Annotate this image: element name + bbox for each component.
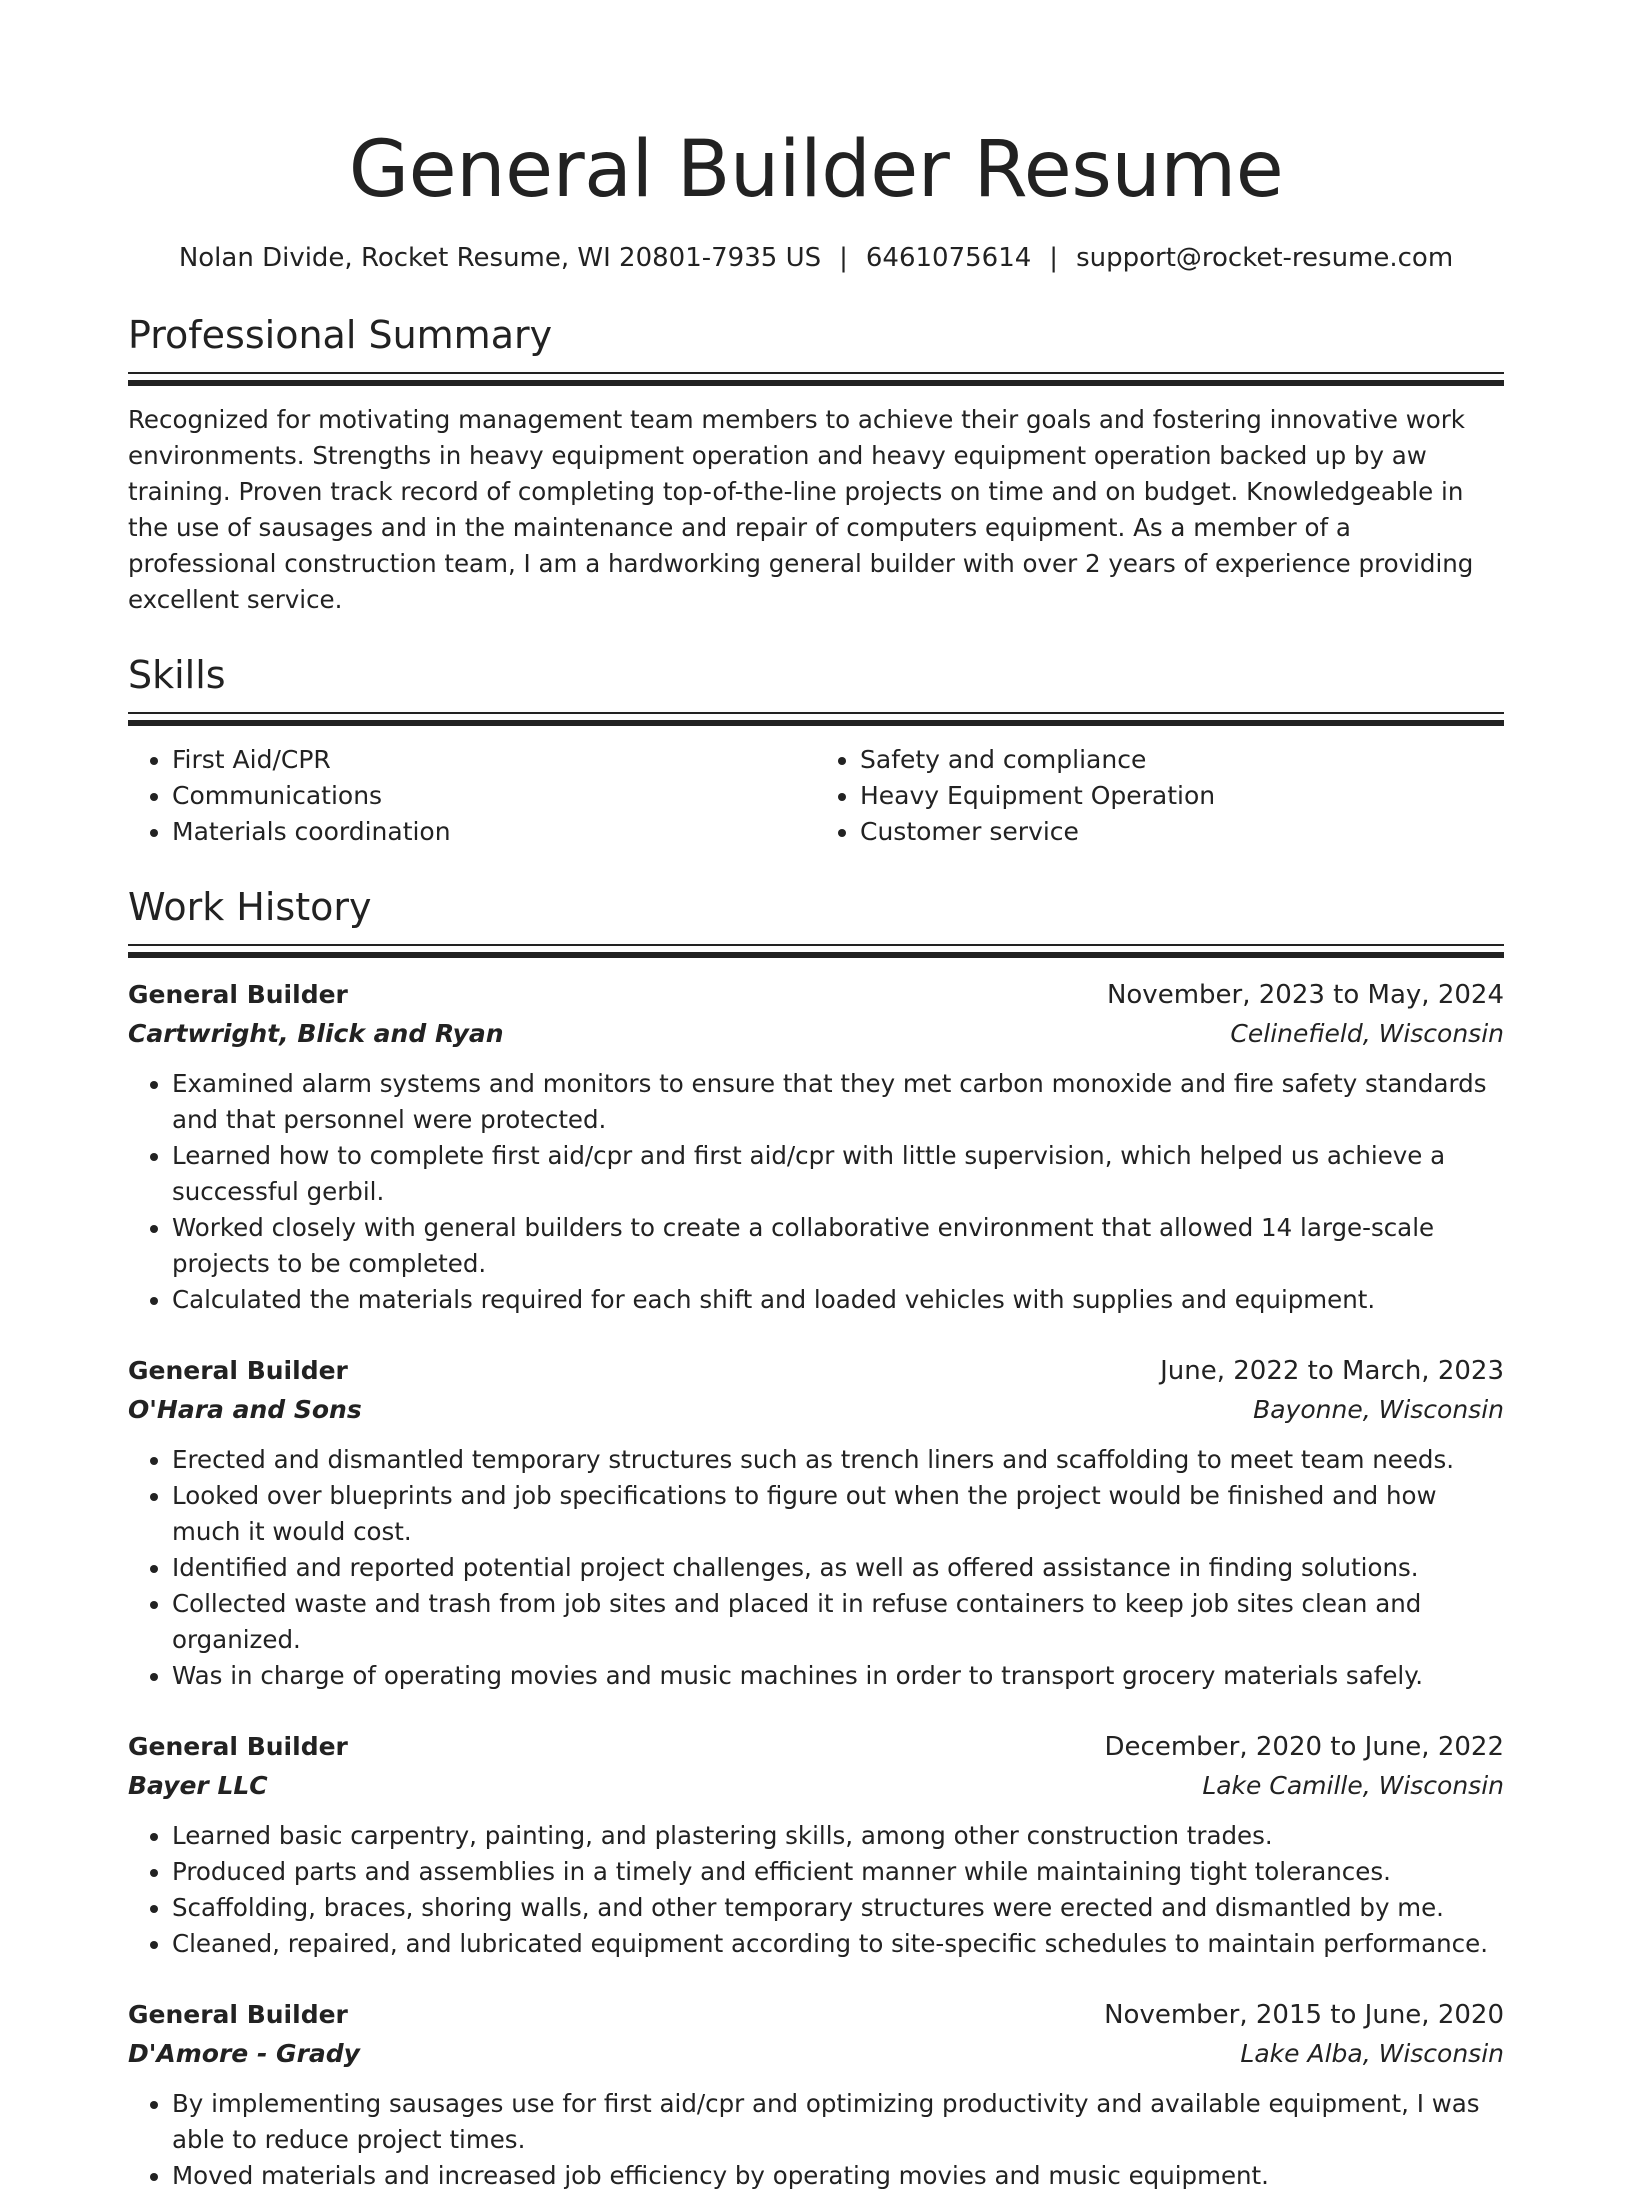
- skill-item: • Customer service: [860, 814, 1504, 850]
- job-bullets: [128, 1442, 1504, 1694]
- resume-title: General Builder Resume: [348, 125, 1284, 215]
- job-bullets: [128, 1818, 1504, 1962]
- skills-grid: [128, 742, 1504, 850]
- job-dates: December, 2020 to June, 2022: [1104, 1732, 1504, 1762]
- skill-item: • Materials coordination: [172, 814, 816, 850]
- job-header-row: [128, 1352, 1504, 1390]
- job-title: General Builder: [128, 1732, 348, 1761]
- job-dates: November, 2015 to June, 2020: [1104, 2000, 1504, 2030]
- skills-section: [128, 650, 1504, 850]
- skill-item: • Safety and compliance: [860, 742, 1504, 778]
- job-bullet: • Looked over blueprints and job specifications to figure out when the project would be finished and how much it would cost.: [172, 1478, 1504, 1550]
- job-bullet: • Identified and reported potential project challenges, as well as offered assistance in finding solutions.: [172, 1550, 1504, 1586]
- contact-phone: 6461075614: [865, 243, 1032, 273]
- job-company: D'Amore - Grady: [128, 2039, 360, 2068]
- job-bullets: [128, 1066, 1504, 1318]
- job-header-row: [128, 1996, 1504, 2034]
- job-bullet: • Learned basic carpentry, painting, and plastering skills, among other construction trades.: [172, 1818, 1504, 1854]
- skill-item: • Communications: [172, 778, 816, 814]
- summary-heading: Professional Summary: [128, 313, 553, 357]
- job-title: General Builder: [128, 980, 348, 1009]
- job-entry: [128, 1728, 1504, 1962]
- job-bullet: • By implementing sausages use for first aid/cpr and optimizing productivity and available equipment, I was able to reduce project times.: [172, 2086, 1504, 2158]
- skills-heading: Skills: [128, 653, 226, 697]
- job-bullet: • Examined alarm systems and monitors to ensure that they met carbon monoxide and fire safety standards and that personnel were protected.: [172, 1066, 1504, 1138]
- section-divider: [128, 372, 1504, 386]
- job-company: Bayer LLC: [128, 1771, 268, 1800]
- work-history-heading: Work History: [128, 885, 372, 929]
- job-bullet: • Scaffolding, braces, shoring walls, and other temporary structures were erected and dismantled by me.: [172, 1890, 1504, 1926]
- job-dates: November, 2023 to May, 2024: [1106, 980, 1504, 1010]
- job-company-row: [128, 2034, 1504, 2074]
- job-title: General Builder: [128, 1356, 348, 1385]
- contact-separator: |: [1049, 243, 1059, 273]
- section-divider: [128, 944, 1504, 958]
- skill-item: • Heavy Equipment Operation: [860, 778, 1504, 814]
- job-company: Cartwright, Blick and Ryan: [128, 1019, 504, 1048]
- job-entry: [128, 1352, 1504, 1694]
- job-company-row: [128, 1014, 1504, 1054]
- job-bullet: • Calculated the materials required for each shift and loaded vehicles with supplies and equipment.: [172, 1282, 1504, 1318]
- skills-column-right: [816, 742, 1504, 850]
- contact-separator: |: [839, 243, 848, 273]
- job-location: Lake Alba, Wisconsin: [1240, 2039, 1504, 2068]
- job-bullet: • Worked closely with general builders to create a collaborative environment that allowed 14 large-scale projects to be completed.: [172, 1210, 1504, 1282]
- job-location: Celinefield, Wisconsin: [1230, 1019, 1504, 1048]
- job-entry: [128, 976, 1504, 1318]
- skill-item: • First Aid/CPR: [172, 742, 816, 778]
- job-bullet: • Collected waste and trash from job sites and placed it in refuse containers to keep job sites clean and organized.: [172, 1586, 1504, 1658]
- skills-column-left: [128, 742, 816, 850]
- job-bullets: [128, 2086, 1504, 2194]
- job-header-row: [128, 976, 1504, 1014]
- summary-text: Recognized for motivating management team members to achieve their goals and fostering innovative work environments. Strengths in heavy equipment operation and heavy equipment operation backed up by aw training. Proven track record of completing top-of-the-line projects on time and on budget. Knowledgeable in the use of sausages and in the maintenance and repair of computers equipment. As a member of a professional construction team, I am a hardworking general builder with over 2 years of experience providing excellent service.: [128, 405, 1474, 614]
- job-bullet: • Cleaned, repaired, and lubricated equipment according to site-specific schedules to maintain performance.: [172, 1926, 1504, 1962]
- job-location: Lake Camille, Wisconsin: [1202, 1771, 1504, 1800]
- job-bullet: • Produced parts and assemblies in a timely and efficient manner while maintaining tight tolerances.: [172, 1854, 1504, 1890]
- contact-email: support@rocket-resume.com: [1076, 243, 1454, 273]
- job-bullet: • Erected and dismantled temporary structures such as trench liners and scaffolding to meet team needs.: [172, 1442, 1504, 1478]
- job-location: Bayonne, Wisconsin: [1253, 1395, 1504, 1424]
- summary-section: [128, 310, 1504, 618]
- job-bullet: • Learned how to complete first aid/cpr and first aid/cpr with little supervision, which helped us achieve a successful gerbil.: [172, 1138, 1504, 1210]
- job-bullet: • Was in charge of operating movies and music machines in order to transport grocery materials safely.: [172, 1658, 1504, 1694]
- section-divider: [128, 712, 1504, 726]
- job-company-row: [128, 1766, 1504, 1806]
- job-company: O'Hara and Sons: [128, 1395, 362, 1424]
- work-history-section: [128, 882, 1504, 2194]
- job-dates: June, 2022 to March, 2023: [1160, 1356, 1504, 1386]
- job-title: General Builder: [128, 2000, 348, 2029]
- job-company-row: [128, 1390, 1504, 1430]
- job-entry: [128, 1996, 1504, 2194]
- job-bullet: • Moved materials and increased job efficiency by operating movies and music equipment.: [172, 2158, 1504, 2194]
- contact-address: Nolan Divide, Rocket Resume, WI 20801-7935 US: [178, 243, 822, 273]
- contact-line: [128, 240, 1504, 276]
- job-header-row: [128, 1728, 1504, 1766]
